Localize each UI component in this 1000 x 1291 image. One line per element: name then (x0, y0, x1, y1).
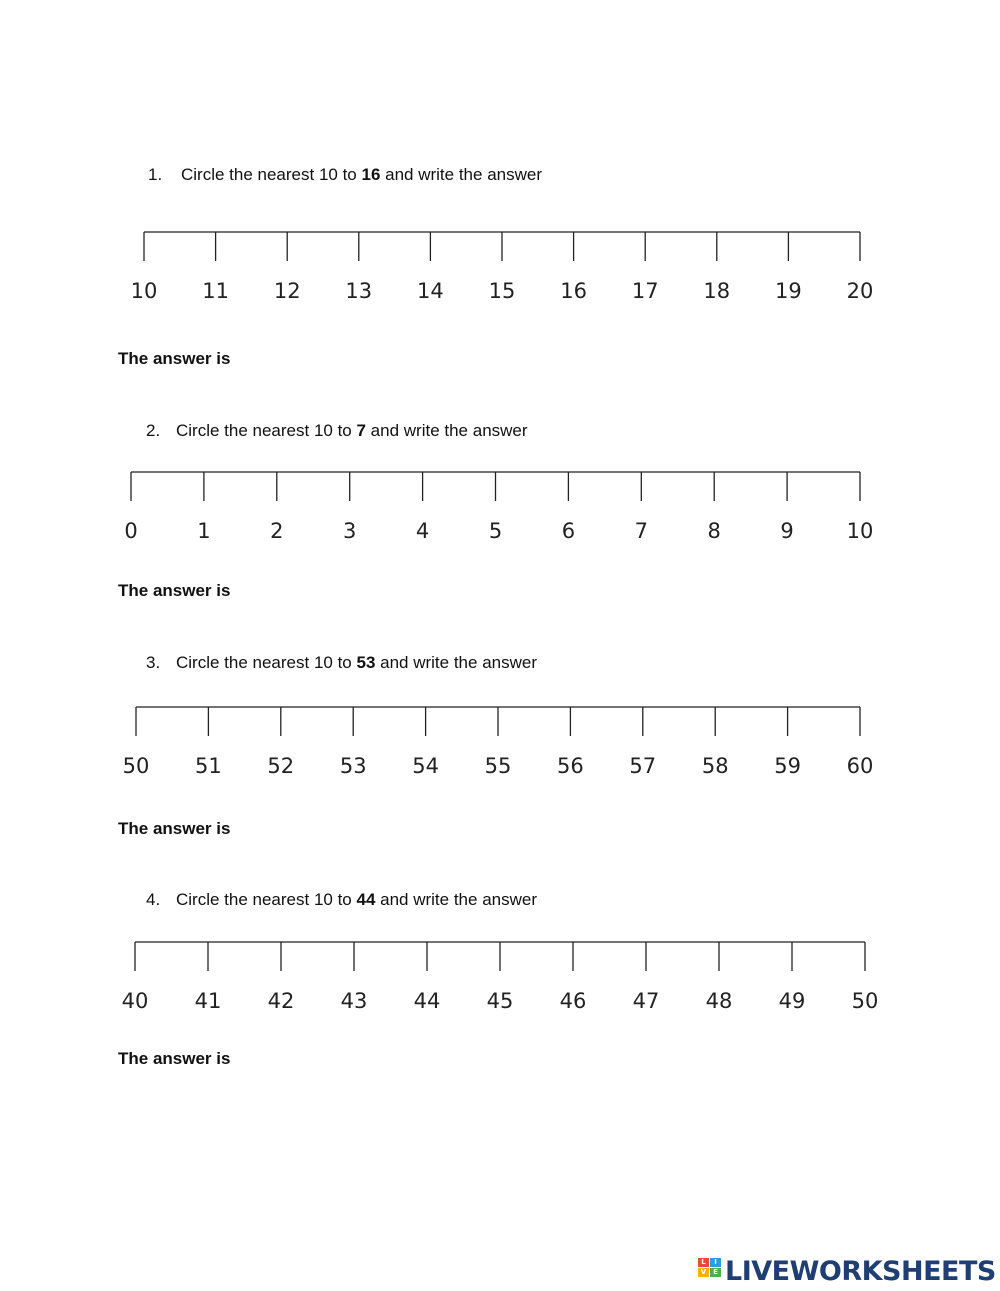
number-line-label[interactable]: 43 (340, 989, 368, 1010)
question-prefix: Circle the nearest 10 to (181, 165, 362, 184)
number-line-1 (0, 220, 1000, 300)
number-line-label[interactable]: 16 (560, 279, 587, 300)
question-number: 4. (146, 890, 161, 909)
question-target: 53 (356, 653, 376, 672)
number-line-label[interactable]: 49 (778, 989, 806, 1010)
number-line-label[interactable]: 2 (270, 519, 284, 540)
number-line-label[interactable]: 10 (846, 519, 874, 540)
question-suffix: and write the answer (380, 165, 542, 184)
number-line-label[interactable]: 59 (774, 754, 801, 775)
number-line-label[interactable]: 47 (632, 989, 660, 1010)
question-number: 3. (146, 653, 161, 672)
number-line-label[interactable]: 46 (559, 989, 587, 1010)
number-line-3 (0, 695, 1000, 775)
number-line-label[interactable]: 56 (557, 754, 584, 775)
question-2 (146, 421, 528, 441)
answer-label-2: The answer is (118, 581, 231, 600)
number-line-label[interactable]: 1 (197, 519, 211, 540)
question-3 (146, 653, 537, 673)
number-line-label[interactable]: 60 (846, 754, 874, 775)
number-line-label[interactable]: 4 (415, 519, 430, 540)
logo-block: I (710, 1258, 721, 1267)
question-prefix: Circle the nearest 10 to (176, 421, 357, 440)
number-line-label[interactable]: 53 (339, 754, 367, 775)
question-4 (146, 890, 537, 910)
number-line-label[interactable]: 13 (345, 279, 373, 300)
question-suffix: and write the answer (375, 653, 537, 672)
question-number: 2. (146, 421, 161, 440)
number-line-label[interactable]: 20 (846, 279, 874, 300)
number-line-label[interactable]: 57 (629, 754, 657, 775)
question-number: 1. (148, 165, 163, 184)
question-prefix: Circle the nearest 10 to (176, 653, 357, 672)
number-line-label[interactable]: 58 (701, 754, 729, 775)
number-line-label[interactable]: 12 (273, 279, 301, 300)
question-target: 44 (356, 890, 376, 909)
logo-block: L (698, 1258, 709, 1267)
question-suffix: and write the answer (375, 890, 537, 909)
number-line-label[interactable]: 54 (412, 754, 439, 775)
number-line-label[interactable]: 50 (122, 754, 150, 775)
number-line-label[interactable]: 19 (775, 279, 802, 300)
number-line-label[interactable]: 50 (851, 989, 879, 1010)
logo-block: E (710, 1268, 721, 1277)
number-line-label[interactable]: 41 (194, 989, 222, 1010)
number-line-label[interactable]: 40 (121, 989, 149, 1010)
question-1 (148, 165, 542, 185)
number-line-label[interactable]: 3 (343, 519, 357, 540)
number-line-label[interactable]: 0 (124, 519, 138, 540)
number-line-label[interactable]: 6 (561, 519, 576, 540)
liveworksheets-logo (698, 1254, 996, 1288)
number-line-label[interactable]: 14 (417, 279, 444, 300)
number-line-label[interactable]: 11 (202, 279, 229, 300)
number-line-label[interactable]: 18 (703, 279, 731, 300)
logo-block: V (698, 1268, 709, 1277)
question-prefix: Circle the nearest 10 to (176, 890, 357, 909)
logo-text: LIVEWORKSHEETS (725, 1255, 996, 1287)
number-line-label[interactable]: 42 (267, 989, 295, 1010)
number-line-label[interactable]: 45 (486, 989, 514, 1010)
number-line-label[interactable]: 48 (705, 989, 733, 1010)
number-line-label[interactable]: 52 (267, 754, 295, 775)
logo-blocks-icon (698, 1256, 722, 1286)
number-line-label[interactable]: 51 (195, 754, 222, 775)
number-line-label[interactable]: 10 (130, 279, 158, 300)
number-line-label[interactable]: 7 (634, 519, 648, 540)
number-line-label[interactable]: 15 (488, 279, 516, 300)
number-line-label[interactable]: 55 (484, 754, 512, 775)
number-line-label[interactable]: 8 (707, 519, 721, 540)
question-target: 16 (361, 165, 381, 184)
number-line-label[interactable]: 9 (780, 519, 794, 540)
answer-label-3: The answer is (118, 819, 231, 838)
number-line-4 (0, 930, 1000, 1010)
number-line-2 (0, 460, 1000, 540)
number-line-label[interactable]: 5 (488, 519, 503, 540)
answer-label-4: The answer is (118, 1049, 231, 1068)
question-suffix: and write the answer (365, 421, 528, 440)
answer-label-1: The answer is (118, 349, 231, 368)
question-target: 7 (356, 421, 366, 440)
number-line-label[interactable]: 44 (413, 989, 441, 1010)
number-line-label[interactable]: 17 (631, 279, 659, 300)
